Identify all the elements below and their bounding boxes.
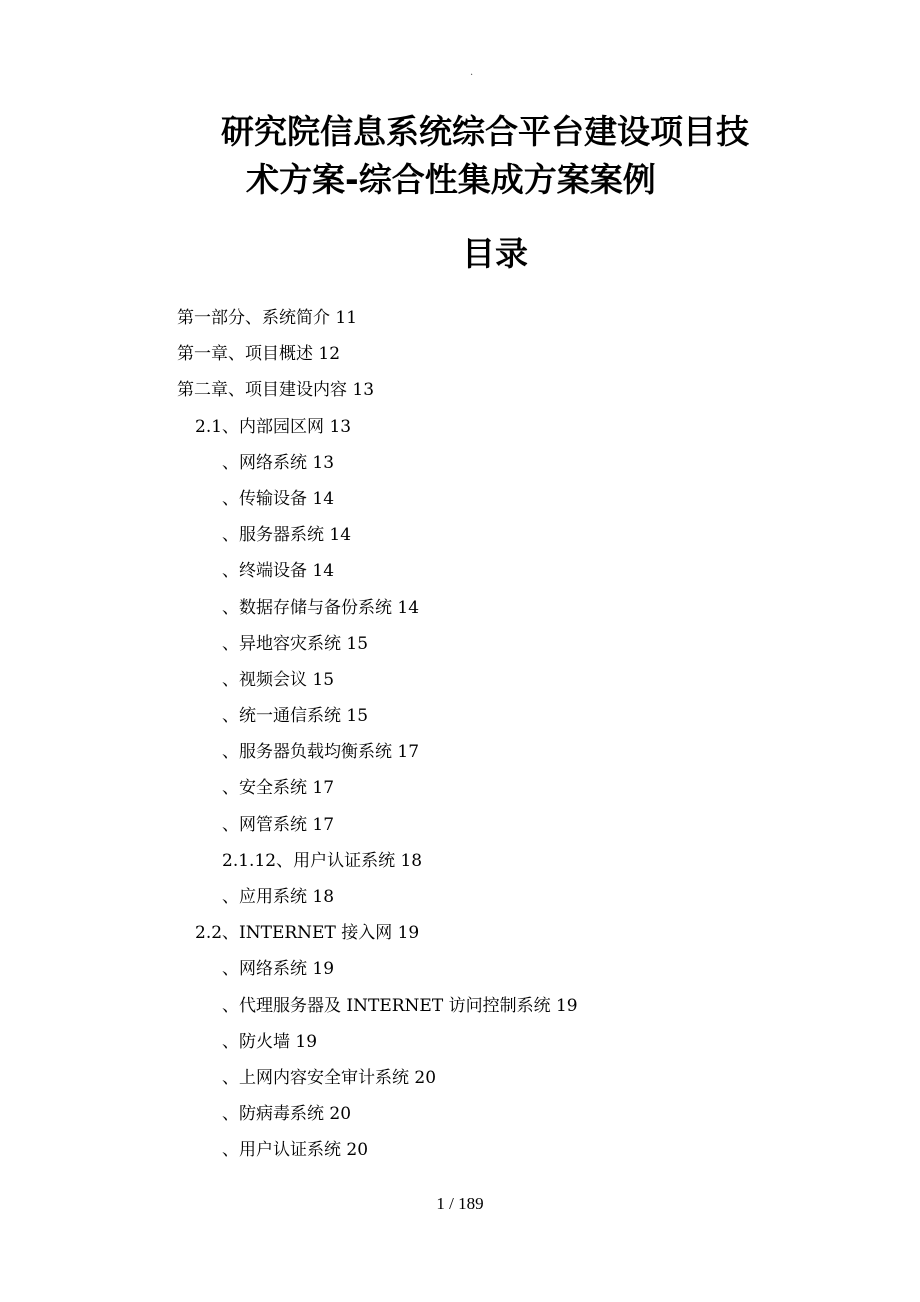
toc-entry[interactable] [0,807,920,843]
toc-entry[interactable] [0,988,920,1024]
toc-heading: 目录 [462,234,528,273]
header-mark: . [470,67,474,78]
toc-list [0,300,920,1169]
toc-entry[interactable] [0,1060,920,1096]
toc-entry[interactable] [0,843,920,879]
toc-entry[interactable] [0,626,920,662]
toc-entry-text: 、安全系统 17 [222,778,335,799]
document-title-line-2: 术方案-综合性集成方案案例 [246,160,656,199]
toc-entry[interactable] [0,951,920,987]
toc-entry-text: 2.1、内部园区网 13 [195,416,352,437]
toc-entry[interactable] [0,879,920,915]
toc-entry-text: 、终端设备 14 [222,561,335,582]
toc-entry-text: 、防火墙 19 [222,1031,318,1052]
toc-entry[interactable] [0,300,920,336]
toc-entry-text: 第二章、项目建设内容 13 [177,380,375,401]
page-number: 1 / 189 [436,1194,484,1213]
toc-entry[interactable] [0,517,920,553]
toc-entry-text: 、网络系统 19 [222,959,335,980]
toc-entry-text: 、上网内容安全审计系统 20 [222,1067,437,1088]
toc-entry-text: 、用户认证系统 20 [222,1140,369,1161]
toc-entry-text: 、应用系统 18 [222,887,335,907]
toc-entry[interactable] [0,590,920,626]
toc-entry-text: 、防病毒系统 20 [222,1104,352,1125]
toc-entry-text: 、数据存储与备份系统 14 [222,597,420,618]
toc-entry-text: 2.2、INTERNET 接入网 19 [195,923,420,944]
toc-entry[interactable] [0,1096,920,1132]
toc-entry-text: 、服务器系统 14 [222,525,352,546]
toc-entry[interactable] [0,698,920,734]
toc-entry[interactable] [0,734,920,770]
toc-entry-text: 2.1.12、用户认证系统 18 [222,850,423,871]
document-title [0,108,920,204]
toc-entry-text: 、视频会议 15 [222,669,335,690]
toc-entry-text: 、网络系统 13 [222,452,335,473]
toc-entry-text: 、传输设备 14 [222,488,335,509]
toc-entry[interactable] [0,1132,920,1168]
toc-entry[interactable] [0,915,920,951]
toc-entry-text: 、异地容灾系统 15 [222,633,369,654]
toc-entry[interactable] [0,481,920,517]
toc-entry[interactable] [0,770,920,806]
toc-entry-text: 、服务器负载均衡系统 17 [222,742,420,763]
toc-entry[interactable] [0,372,920,408]
toc-entry-text: 、网管系统 17 [222,814,335,835]
toc-entry[interactable] [0,445,920,481]
toc-entry-text: 、代理服务器及 INTERNET 访问控制系统 19 [222,995,578,1016]
document-title-line-1: 研究院信息系统综合平台建设项目技 [221,112,749,151]
toc-entry[interactable] [0,662,920,698]
toc-entry[interactable] [0,336,920,372]
toc-entry[interactable] [0,409,920,445]
toc-entry-text: 第一部分、系统简介 11 [177,308,358,328]
toc-entry-text: 、统一通信系统 15 [222,706,369,727]
toc-entry[interactable] [0,1024,920,1060]
toc-entry[interactable] [0,553,920,589]
toc-entry-text: 第一章、项目概述 12 [177,344,341,365]
